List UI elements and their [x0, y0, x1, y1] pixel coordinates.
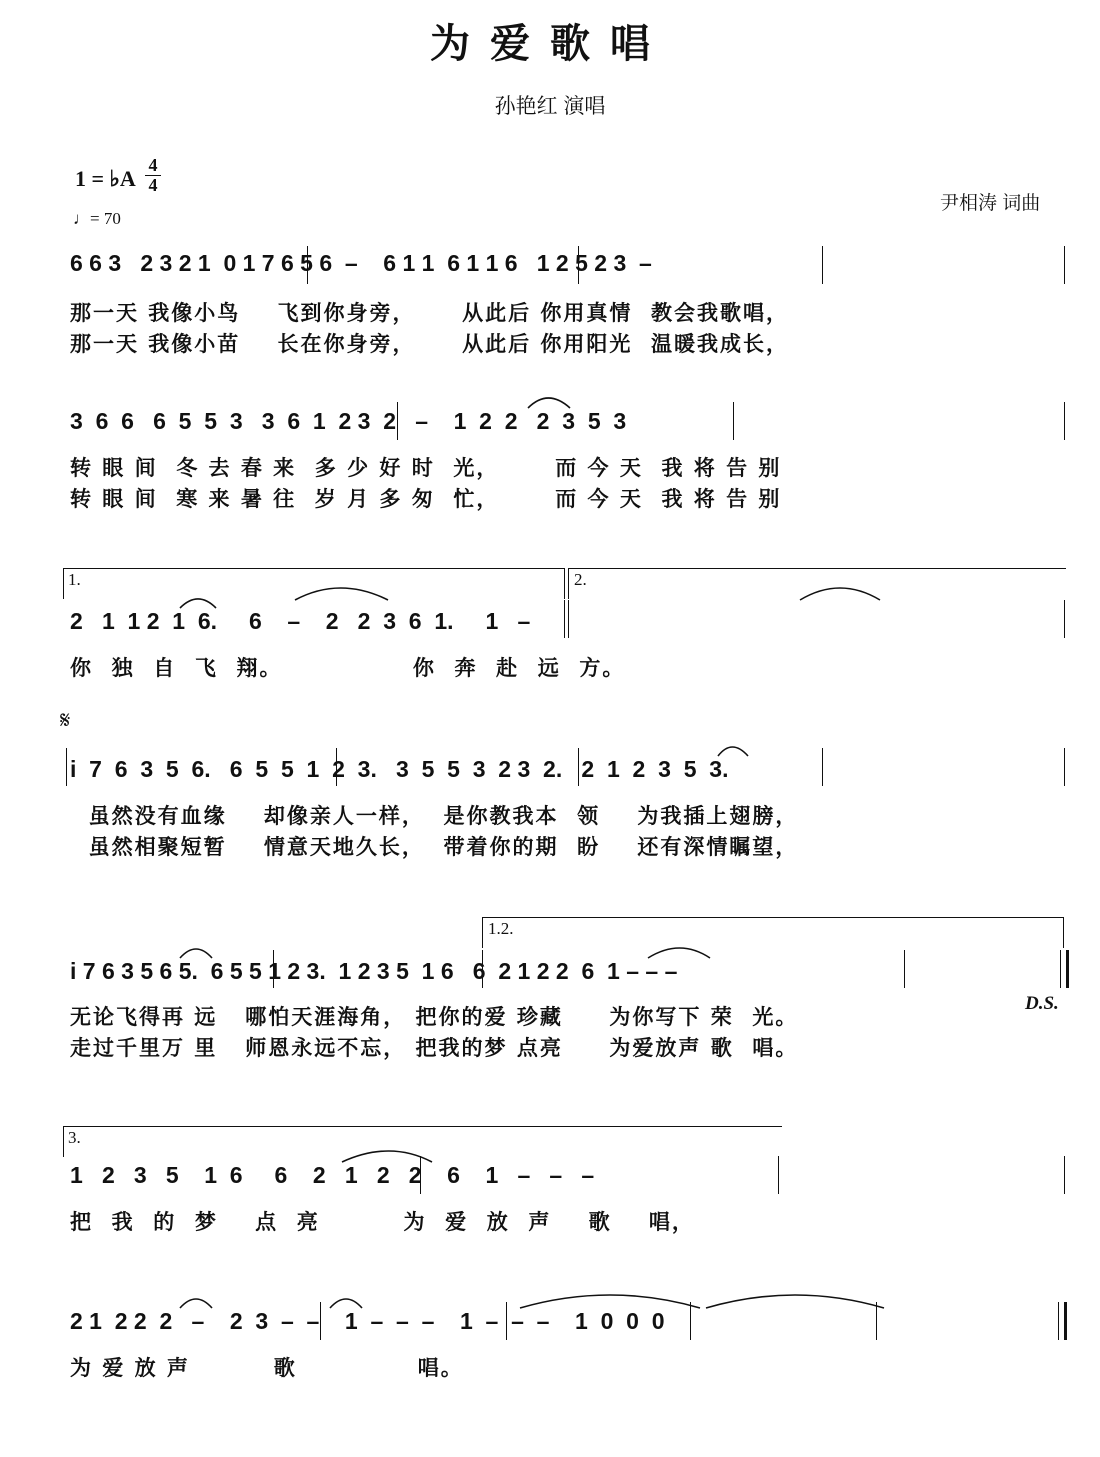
final-barline — [1058, 1302, 1059, 1340]
time-signature-bottom: 4 — [148, 175, 158, 195]
barline — [733, 402, 734, 440]
barline — [778, 1156, 779, 1194]
notes-line: 6 6 3 2 3 2 1 0 1 7 6 5 6 – 6 1 1 6 1 1 6 1 2 5 2 3 – — [70, 250, 652, 276]
segno-mark: 𝄋 — [60, 707, 71, 734]
barline — [420, 1156, 421, 1194]
slur — [180, 1299, 212, 1308]
barline — [690, 1302, 691, 1340]
repeat-barline — [564, 600, 565, 638]
ending-label: 3. — [68, 1128, 81, 1147]
slur — [180, 949, 212, 958]
barline — [1064, 402, 1065, 440]
key-signature: 1 = ♭A — [75, 166, 136, 191]
ending-bracket — [568, 568, 1066, 599]
barline — [578, 748, 579, 786]
lyrics-line: 走过千里万 里 师恩永远不忘， 把我的梦 点亮 为爱放声 歌 唱。 — [70, 1035, 799, 1060]
barline — [482, 950, 483, 988]
barline — [506, 1302, 507, 1340]
slur — [648, 948, 710, 958]
ending-label: 1. — [68, 570, 81, 589]
ending-label: 2. — [574, 570, 587, 589]
credit: 尹相涛 词曲 — [940, 193, 1041, 214]
barline — [578, 246, 579, 284]
ds-marking: D.S. — [1025, 993, 1059, 1014]
ending-label: 1.2. — [488, 919, 514, 938]
barline — [397, 402, 398, 440]
tempo: ♩= 70 — [73, 209, 121, 228]
slur — [180, 599, 216, 608]
slur — [330, 1299, 362, 1308]
singer: 孙艳红 演唱 — [494, 95, 606, 118]
notes-line: 1 2 3 5 1 6 6 2 1 2 2 6 1 – – – — [70, 1162, 595, 1188]
barline — [1064, 246, 1065, 284]
barline — [1064, 1156, 1065, 1194]
lyrics-line: 那一天 我像小苗 长在你身旁， 从此后 你用阳光 温暖我成长， — [70, 331, 790, 356]
repeat-barline — [1060, 950, 1061, 988]
title: 为爱歌唱 — [430, 20, 670, 67]
time-signature-top: 4 — [148, 155, 158, 175]
repeat-barline — [1066, 950, 1069, 988]
barline — [1064, 748, 1065, 786]
final-barline — [1064, 1302, 1067, 1340]
barline — [904, 950, 905, 988]
lyrics-line: 那一天 我像小鸟 飞到你身旁， 从此后 你用真情 教会我歌唱， — [70, 300, 790, 325]
lyrics-line: 虽然没有血缘 却像亲人一样， 是你教我本 领 为我插上翅膀， — [70, 803, 799, 828]
barline — [822, 748, 823, 786]
notes-line: i 7 6 3 5 6 5. 6 5 5 1 2 3. 1 2 3 5 1 6 6 2 1 2 2 6 1 – – – — [70, 958, 678, 984]
barline — [822, 246, 823, 284]
notes-line: 2 1 2 2 2 – 2 3 – – 1 – – – 1 – – – 1 0 0 0 — [70, 1308, 665, 1334]
slur — [718, 747, 748, 756]
lyrics-line: 为 爱 放 声 歌 唱。 — [70, 1355, 464, 1380]
slur — [520, 1295, 700, 1308]
notes-line: 3 6 6 6 5 5 3 3 6 1 2 3 2 – 1 2 2 2 3 5 3 — [70, 408, 627, 434]
lyrics-line: 无论飞得再 远 哪怕天涯海角， 把你的爱 珍藏 为你写下 荣 光。 — [70, 1004, 799, 1029]
lyrics-line: 转 眼 间 冬 去 春 来 多 少 好 时 光， 而 今 天 我 将 告 别 — [70, 455, 782, 480]
barline — [336, 748, 337, 786]
barline — [876, 1302, 877, 1340]
barline — [320, 1302, 321, 1340]
barline — [273, 950, 274, 988]
barline — [307, 246, 308, 284]
slur — [706, 1295, 884, 1308]
time-signature — [145, 156, 161, 195]
notes-line: 2 1 1 2 1 6. 6 – 2 2 3 6 1. 1 – — [70, 608, 531, 634]
lyrics-line: 把 我 的 梦 点 亮 为 爱 放 声 歌 唱， — [70, 1209, 695, 1234]
lyrics-line: 你 独 自 飞 翔。 你 奔 赴 远 方。 — [70, 655, 626, 680]
notes-line: i 7 6 3 5 6. 6 5 5 1 2 3. 3 5 5 3 2 3 2. 2 1 2 3 5 3. — [70, 756, 729, 782]
slur — [528, 398, 570, 408]
repeat-barline — [66, 748, 67, 786]
lyrics-line: 虽然相聚短暂 情意天地久长， 带着你的期 盼 还有深情瞩望， — [70, 834, 799, 859]
ending-bracket — [482, 917, 1064, 948]
repeat-barline — [568, 600, 569, 638]
barline — [1064, 600, 1065, 638]
lyrics-line: 转 眼 间 寒 来 暑 往 岁 月 多 匆 忙， 而 今 天 我 将 告 别 — [70, 486, 782, 511]
ending-bracket — [63, 568, 565, 599]
ending-bracket — [63, 1126, 782, 1157]
